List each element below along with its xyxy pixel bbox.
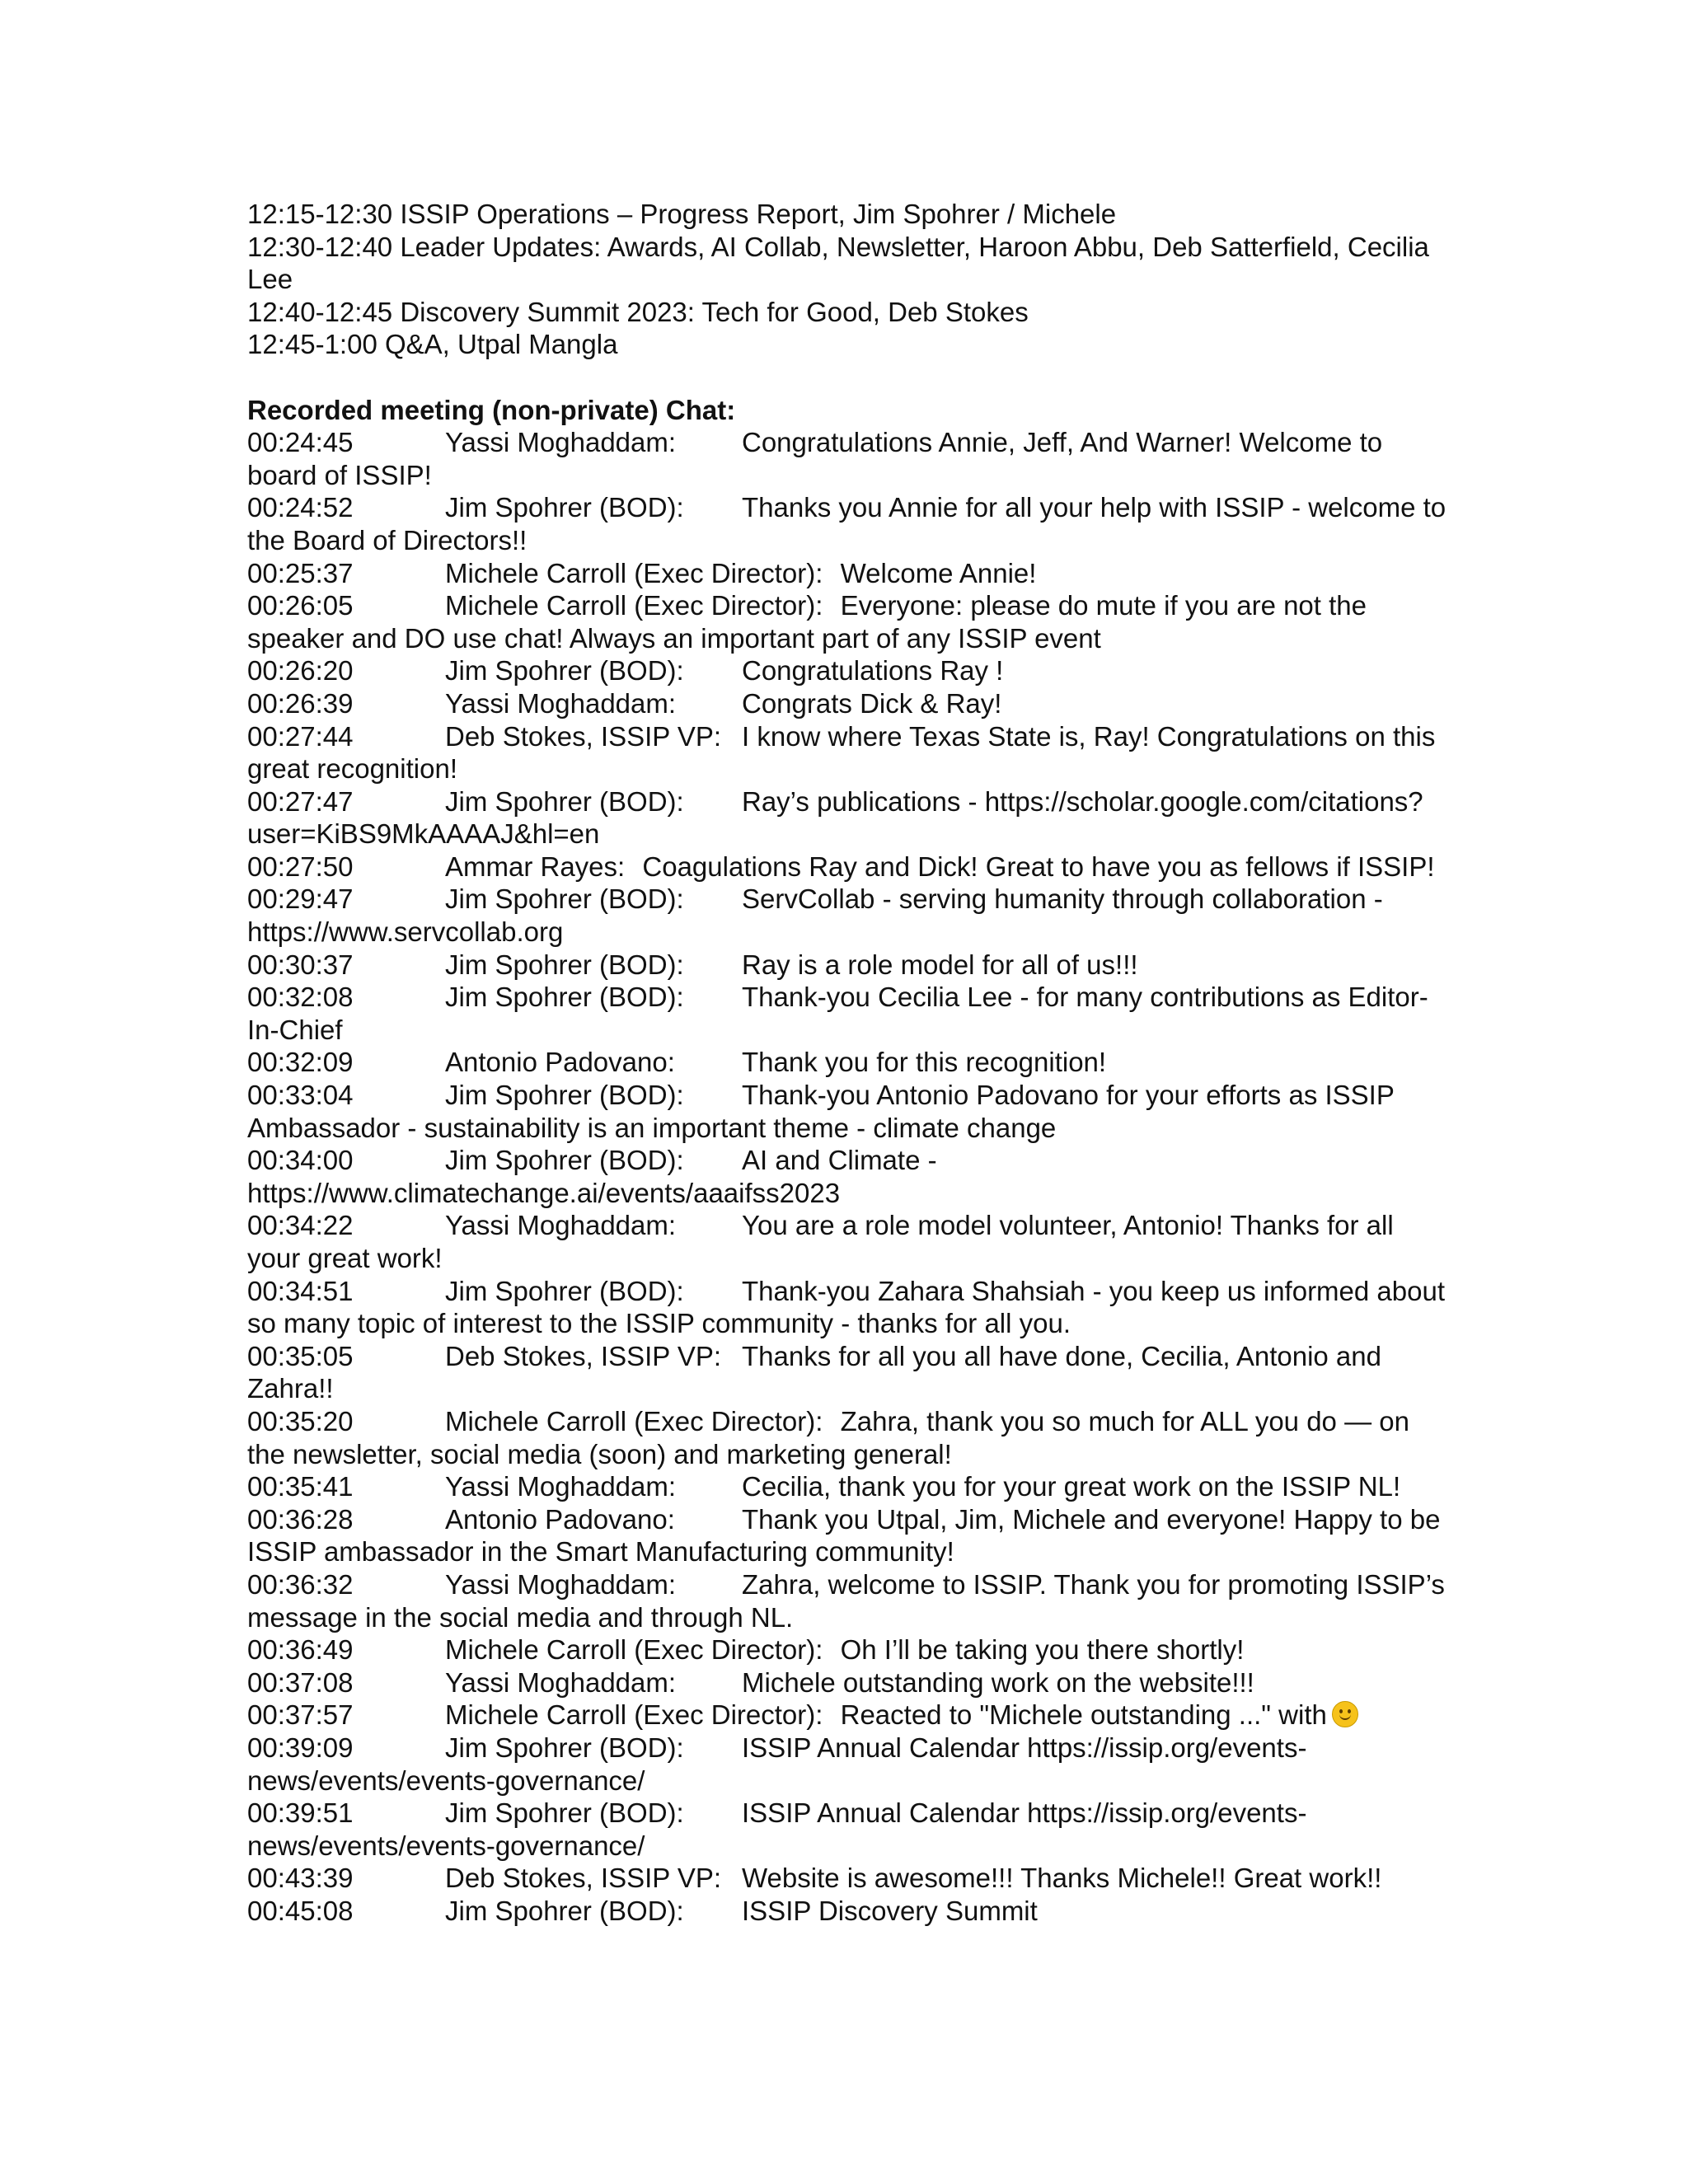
message-sender: Jim Spohrer (BOD): — [445, 1895, 684, 1926]
chat-message — [247, 1405, 1451, 1470]
message-sender: Michele Carroll (Exec Director): — [445, 1634, 823, 1666]
message-sender: Jim Spohrer (BOD): — [445, 883, 684, 915]
message-timestamp: 00:24:45 — [247, 427, 354, 458]
chat-message — [247, 883, 1451, 948]
chat-message — [247, 654, 1451, 687]
message-text: Reacted to "Michele outstanding ..." with — [840, 1699, 1327, 1731]
message-sender: Antonio Padovano: — [445, 1047, 675, 1078]
message-timestamp: 00:25:37 — [247, 557, 354, 588]
chat-message — [247, 426, 1451, 491]
chat-message — [247, 589, 1451, 654]
chat-message — [247, 785, 1451, 851]
message-sender: Michele Carroll (Exec Director): — [445, 1699, 823, 1731]
chat-message — [247, 981, 1451, 1046]
message-timestamp: 00:35:41 — [247, 1471, 354, 1502]
chat-message — [247, 687, 1451, 720]
message-sender: Michele Carroll (Exec Director): — [445, 590, 823, 621]
message-text: Thank you for this recognition! — [742, 1047, 1107, 1078]
message-timestamp: 00:35:05 — [247, 1340, 354, 1371]
message-text: Thank-you Antonio Padovano for your efforts as ISSIP Ambassador - sustainability is an important theme - climate change — [247, 1080, 1395, 1143]
message-text: Zahra, welcome to ISSIP. Thank you for promoting ISSIP’s message in the social media and through NL. — [247, 1568, 1445, 1633]
message-sender: Yassi Moghaddam: — [445, 1210, 677, 1241]
message-sender: Jim Spohrer (BOD): — [445, 785, 684, 817]
message-timestamp: 00:29:47 — [247, 883, 354, 915]
message-sender: Jim Spohrer (BOD): — [445, 492, 684, 523]
message-text: Michele outstanding work on the website!!! — [742, 1666, 1254, 1698]
message-timestamp: 00:39:51 — [247, 1797, 354, 1829]
message-timestamp: 00:36:28 — [247, 1503, 354, 1535]
message-text: I know where Texas State is, Ray! Congratulations on this great recognition! — [247, 720, 1436, 785]
message-timestamp: 00:43:39 — [247, 1863, 354, 1894]
agenda-item: 12:30-12:40 Leader Updates: Awards, AI Collab, Newsletter, Haroon Abbu, Deb Satterfield, Cecilia Lee — [247, 231, 1429, 295]
message-timestamp: 00:33:04 — [247, 1080, 354, 1111]
message-timestamp: 00:32:09 — [247, 1047, 354, 1078]
message-text: Thank-you Zahara Shahsiah - you keep us informed about so many topic of interest to the ISSIP community - thanks for all you. — [247, 1275, 1446, 1339]
message-timestamp: 00:32:08 — [247, 982, 354, 1013]
message-sender: Jim Spohrer (BOD): — [445, 655, 684, 687]
message-sender: Yassi Moghaddam: — [445, 1568, 677, 1600]
message-timestamp: 00:26:05 — [247, 590, 354, 621]
message-sender: Jim Spohrer (BOD): — [445, 1080, 684, 1111]
message-text: Congratulations Ray ! — [742, 655, 1004, 687]
message-sender: Jim Spohrer (BOD): — [445, 1145, 684, 1176]
chat-message — [247, 949, 1451, 982]
message-text: Welcome Annie! — [840, 557, 1037, 588]
message-timestamp: 00:36:49 — [247, 1634, 354, 1666]
message-timestamp: 00:37:57 — [247, 1699, 354, 1731]
message-sender: Jim Spohrer (BOD): — [445, 1797, 684, 1829]
message-timestamp: 00:24:52 — [247, 492, 354, 523]
message-text: ServCollab - serving humanity through collaboration - https://www.servcollab.org — [247, 883, 1383, 948]
message-timestamp: 00:39:09 — [247, 1732, 354, 1763]
message-sender: Antonio Padovano: — [445, 1503, 675, 1535]
message-sender: Jim Spohrer (BOD): — [445, 1275, 684, 1306]
message-text: Cecilia, thank you for your great work on the ISSIP NL! — [742, 1471, 1401, 1502]
chat-message — [247, 1666, 1451, 1699]
message-text: Ray’s publications - https://scholar.google.com/citations?user=KiBS9MkAAAAJ&hl=en — [247, 785, 1423, 850]
message-timestamp: 00:27:50 — [247, 851, 354, 882]
message-sender: Deb Stokes, ISSIP VP: — [445, 1863, 722, 1894]
message-sender: Michele Carroll (Exec Director): — [445, 1405, 823, 1436]
chat-message — [247, 851, 1451, 883]
message-text: Everyone: please do mute if you are not the speaker and DO use chat! Always an important part of any ISSIP event — [247, 590, 1367, 654]
message-sender: Deb Stokes, ISSIP VP: — [445, 1340, 722, 1371]
chat-message — [247, 1895, 1451, 1928]
message-text: Coagulations Ray and Dick! Great to have you as fellows if ISSIP! — [642, 851, 1435, 882]
message-text: Thank you Utpal, Jim, Michele and everyone! Happy to be ISSIP ambassador in the Smart Manufacturing community! — [247, 1503, 1441, 1568]
chat-message — [247, 720, 1451, 785]
section-spacer — [247, 361, 1451, 394]
message-sender: Jim Spohrer (BOD): — [445, 949, 684, 980]
chat-message — [247, 1699, 1451, 1732]
message-text: Oh I’ll be taking you there shortly! — [840, 1634, 1245, 1666]
message-timestamp: 00:34:51 — [247, 1275, 354, 1306]
chat-message — [247, 1797, 1451, 1862]
message-sender: Yassi Moghaddam: — [445, 687, 677, 719]
message-text: Congratulations Annie, Jeff, And Warner! Welcome to board of ISSIP! — [247, 427, 1383, 490]
message-sender: Yassi Moghaddam: — [445, 1471, 677, 1502]
message-text: Thanks you Annie for all your help with ISSIP - welcome to the Board of Directors!! — [247, 492, 1447, 555]
chat-message — [247, 1144, 1451, 1209]
agenda-item: 12:40-12:45 Discovery Summit 2023: Tech for Good, Deb Stokes — [247, 296, 1029, 327]
chat-message — [247, 1633, 1451, 1666]
message-text: AI and Climate - https://www.climatechange.ai/events/aaaifss2023 — [247, 1145, 937, 1208]
message-text: Zahra, thank you so much for ALL you do — on the newsletter, social media (soon) and marketing general! — [247, 1405, 1409, 1469]
message-timestamp: 00:34:00 — [247, 1145, 354, 1176]
message-sender: Yassi Moghaddam: — [445, 1666, 677, 1698]
chat-message — [247, 1732, 1451, 1797]
chat-message — [247, 1568, 1451, 1633]
slightly-smiling-face-icon — [1332, 1701, 1358, 1727]
message-text: Thanks for all you all have done, Cecilia, Antonio and Zahra!! — [247, 1340, 1381, 1404]
chat-message — [247, 1862, 1451, 1895]
message-text: You are a role model volunteer, Antonio! Thanks for all your great work! — [247, 1210, 1394, 1273]
document-body — [247, 198, 1451, 1927]
agenda-item: 12:45-1:00 Q&A, Utpal Mangla — [247, 329, 618, 360]
chat-message — [247, 1209, 1451, 1274]
message-timestamp: 00:36:32 — [247, 1568, 354, 1600]
message-sender: Jim Spohrer (BOD): — [445, 982, 684, 1013]
message-timestamp: 00:26:20 — [247, 655, 354, 687]
chat-message — [247, 1046, 1451, 1079]
message-text: Ray is a role model for all of us!!! — [742, 949, 1138, 980]
message-timestamp: 00:34:22 — [247, 1210, 354, 1241]
message-timestamp: 00:30:37 — [247, 949, 354, 980]
chat-message — [247, 557, 1451, 590]
message-text: Congrats Dick & Ray! — [742, 687, 1002, 719]
message-text: ISSIP Discovery Summit — [742, 1895, 1038, 1926]
message-sender: Deb Stokes, ISSIP VP: — [445, 720, 722, 752]
chat-message — [247, 1079, 1451, 1144]
chat-heading: Recorded meeting (non-private) Chat: — [247, 394, 736, 425]
chat-message — [247, 1470, 1451, 1503]
message-timestamp: 00:27:47 — [247, 785, 354, 817]
message-sender: Yassi Moghaddam: — [445, 427, 677, 458]
chat-transcript — [247, 426, 1451, 1927]
message-sender: Michele Carroll (Exec Director): — [445, 557, 823, 588]
chat-message — [247, 1275, 1451, 1340]
agenda-section — [247, 198, 1451, 361]
message-text: Thank-you Cecilia Lee - for many contributions as Editor-In-Chief — [247, 982, 1428, 1045]
message-text: Website is awesome!!! Thanks Michele!! Great work!! — [742, 1863, 1382, 1894]
message-timestamp: 00:27:44 — [247, 720, 354, 752]
message-timestamp: 00:37:08 — [247, 1666, 354, 1698]
chat-message — [247, 491, 1451, 556]
message-sender: Ammar Rayes: — [445, 851, 626, 882]
message-timestamp: 00:26:39 — [247, 687, 354, 719]
message-timestamp: 00:35:20 — [247, 1405, 354, 1436]
message-sender: Jim Spohrer (BOD): — [445, 1732, 684, 1763]
message-text: ISSIP Annual Calendar https://issip.org/events-news/events/events-governance/ — [247, 1732, 1307, 1796]
message-timestamp: 00:45:08 — [247, 1895, 354, 1926]
chat-message — [247, 1503, 1451, 1568]
message-text: ISSIP Annual Calendar https://issip.org/events-news/events/events-governance/ — [247, 1797, 1307, 1861]
agenda-item: 12:15-12:30 ISSIP Operations – Progress Report, Jim Spohrer / Michele — [247, 199, 1117, 229]
chat-message — [247, 1340, 1451, 1405]
